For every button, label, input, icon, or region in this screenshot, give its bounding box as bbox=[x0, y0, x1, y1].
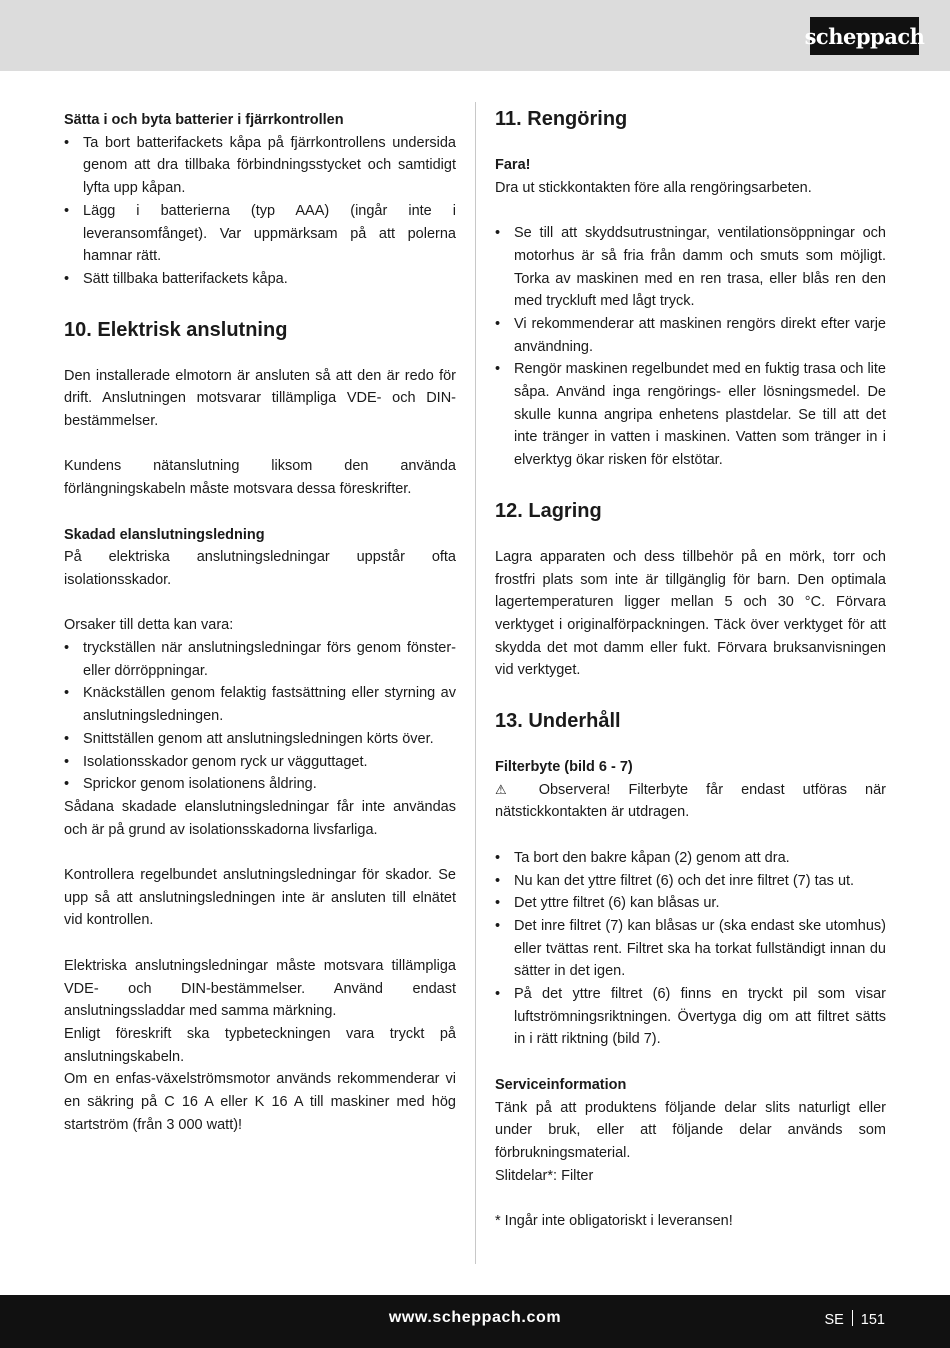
list-item: • Sätt tillbaka batterifackets kåpa. bbox=[64, 268, 456, 291]
danger-label: Fara! bbox=[495, 157, 531, 173]
page-footer bbox=[0, 1295, 950, 1348]
filter-note-text: Observera! Filterbyte får endast utföras när nätstickkontakten är utdragen. bbox=[495, 781, 886, 821]
separator bbox=[852, 1310, 853, 1326]
website-link[interactable]: www.scheppach.com bbox=[388, 1309, 562, 1326]
list-item: • tryckställen när anslutningsledningar förs genom fönster- eller dörröppningar. bbox=[64, 637, 456, 682]
section-12-heading: 12. Lagring bbox=[495, 499, 602, 522]
warning-icon: ⚠ bbox=[495, 781, 521, 797]
left-column bbox=[64, 109, 456, 1136]
paragraph: Elektriska anslutningsledningar måste motsvara tillämpliga VDE- och DIN-bestämmelser. Använd endast anslutningssladdar med samma märkning. bbox=[64, 957, 456, 1020]
page-info bbox=[824, 1310, 885, 1328]
list-item: • Lägg i batterierna (typ AAA) (ingår inte i leveransomfånget). Var uppmärksam på att polerna hamnar rätt. bbox=[64, 200, 456, 268]
list-item: • Vi rekommenderar att maskinen rengörs direkt efter varje användning. bbox=[495, 313, 886, 358]
paragraph: Kundens nätanslutning liksom den använda förlängningskabeln måste motsvara dessa föreskrifter. bbox=[64, 458, 456, 498]
wear-parts: Slitdelar*: Filter bbox=[495, 1167, 594, 1184]
list-item: • På det yttre filtret (6) finns en tryckt pil som visar luftströmningsriktningen. Övertyga dig om att filtret sätts in i rätt riktning (bild 7). bbox=[495, 983, 886, 1051]
paragraph: Om en enfas-växelströmsmotor används rekommenderar vi en säkring på C 16 A eller K 16 A till maskiner med hög startström (från 3 000 watt)! bbox=[64, 1071, 456, 1133]
filter-list bbox=[495, 847, 886, 1051]
list-item: • Det yttre filtret (6) kan blåsas ur. bbox=[495, 892, 886, 915]
list-item: • Det inre filtret (7) kan blåsas ur (ska endast ske utomhus) eller tvättas rent. Filtret ska ha torkat fullständigt innan du sätter in det igen. bbox=[495, 915, 886, 983]
list-item: • Snittställen genom att anslutningsledningen körts över. bbox=[64, 728, 456, 751]
damaged-cable-heading: Skadad elanslutningsledning bbox=[64, 526, 265, 543]
list-item: • Ta bort batterifackets kåpa på fjärrkontrollens undersida genom att dra tillbaka förbindningsstycket och samtidigt lyfta upp kåpan. bbox=[64, 132, 456, 200]
cleaning-list bbox=[495, 222, 886, 472]
list-item: • Se till att skyddsutrustningar, ventilationsöppningar och motorhus är så fria från damm och smuts som möjligt. Torka av maskinen med en ren trasa, eller blås ren den med tryckluft med lågt tryck. bbox=[495, 222, 886, 313]
brand-logo: scheppach bbox=[810, 17, 919, 55]
paragraph: Dra ut stickkontakten före alla rengöringsarbeten. bbox=[495, 179, 812, 196]
service-heading: Serviceinformation bbox=[495, 1076, 627, 1093]
filter-heading: Filterbyte (bild 6 - 7) bbox=[495, 759, 633, 776]
battery-list bbox=[64, 132, 456, 291]
list-item: • Ta bort den bakre kåpan (2) genom att dra. bbox=[495, 847, 886, 870]
page-header bbox=[0, 0, 950, 71]
column-divider bbox=[475, 102, 476, 1264]
section-13-heading: 13. Underhåll bbox=[495, 710, 621, 733]
paragraph: Lagra apparaten och dess tillbehör på en mörk, torr och frostfri plats som inte är tillgänglig för barn. Den optimala lagertemperaturen ligger mellan 5 och 30 °C. Förvara verktyget i originalförpackningen. Täck över verktyget för att skydda det mot damm eller fukt. Förvara bruksanvisningen vid verktyget. bbox=[495, 548, 886, 679]
list-item: • Nu kan det yttre filtret (6) och det inre filtret (7) tas ut. bbox=[495, 870, 886, 893]
paragraph: Den installerade elmotorn är ansluten så att den är redo för drift. Anslutningen motsvarar tillämpliga VDE- och DIN-bestämmelser. bbox=[64, 367, 456, 430]
footnote: * Ingår inte obligatoriskt i leveransen! bbox=[495, 1213, 733, 1230]
paragraph: Sådana skadade elanslutningsledningar får inte användas och är på grund av isolationsskadorna livsfarliga. bbox=[64, 798, 456, 838]
section-11-heading: 11. Rengöring bbox=[495, 108, 628, 130]
section-10-heading: 10. Elektrisk anslutning bbox=[64, 318, 288, 341]
battery-heading: Sätta i och byta batterier i fjärrkontrollen bbox=[64, 112, 344, 128]
list-item: • Rengör maskinen regelbundet med en fuktig trasa och lite såpa. Använd inga rengörings- eller lösningsmedel. De skulle kunna angripa enhetens plastdelar. Se till att det inte tränger in vatten i maskinen. Vatten som tränger in i elverktyg ökar risken för elstötar. bbox=[495, 358, 886, 472]
list-item: • Knäckställen genom felaktig fastsättning eller styrning av anslutningsledningen. bbox=[64, 682, 456, 727]
paragraph: Kontrollera regelbundet anslutningsledningar för skador. Se upp så att anslutningsledningen inte är ansluten till elnätet vid kontrollen. bbox=[64, 867, 456, 929]
paragraph: På elektriska anslutningsledningar uppstår ofta isolationsskador. bbox=[64, 549, 456, 588]
page-number: 151 bbox=[860, 1312, 885, 1328]
list-item: • Isolationsskador genom ryck ur vägguttaget. bbox=[64, 751, 456, 774]
paragraph: Enligt föreskrift ska typbeteckningen vara tryckt på anslutningskabeln. bbox=[64, 1025, 456, 1065]
causes-list bbox=[64, 637, 456, 796]
paragraph: Orsaker till detta kan vara: bbox=[64, 617, 234, 634]
right-column bbox=[495, 104, 886, 1233]
filter-note bbox=[495, 779, 886, 824]
list-item: • Sprickor genom isolationens åldring. bbox=[64, 773, 456, 796]
language-code: SE bbox=[824, 1312, 844, 1328]
paragraph: Tänk på att produktens följande delar slits naturligt eller under bruk, eller att följande delar används som förbrukningsmaterial. bbox=[495, 1099, 886, 1161]
